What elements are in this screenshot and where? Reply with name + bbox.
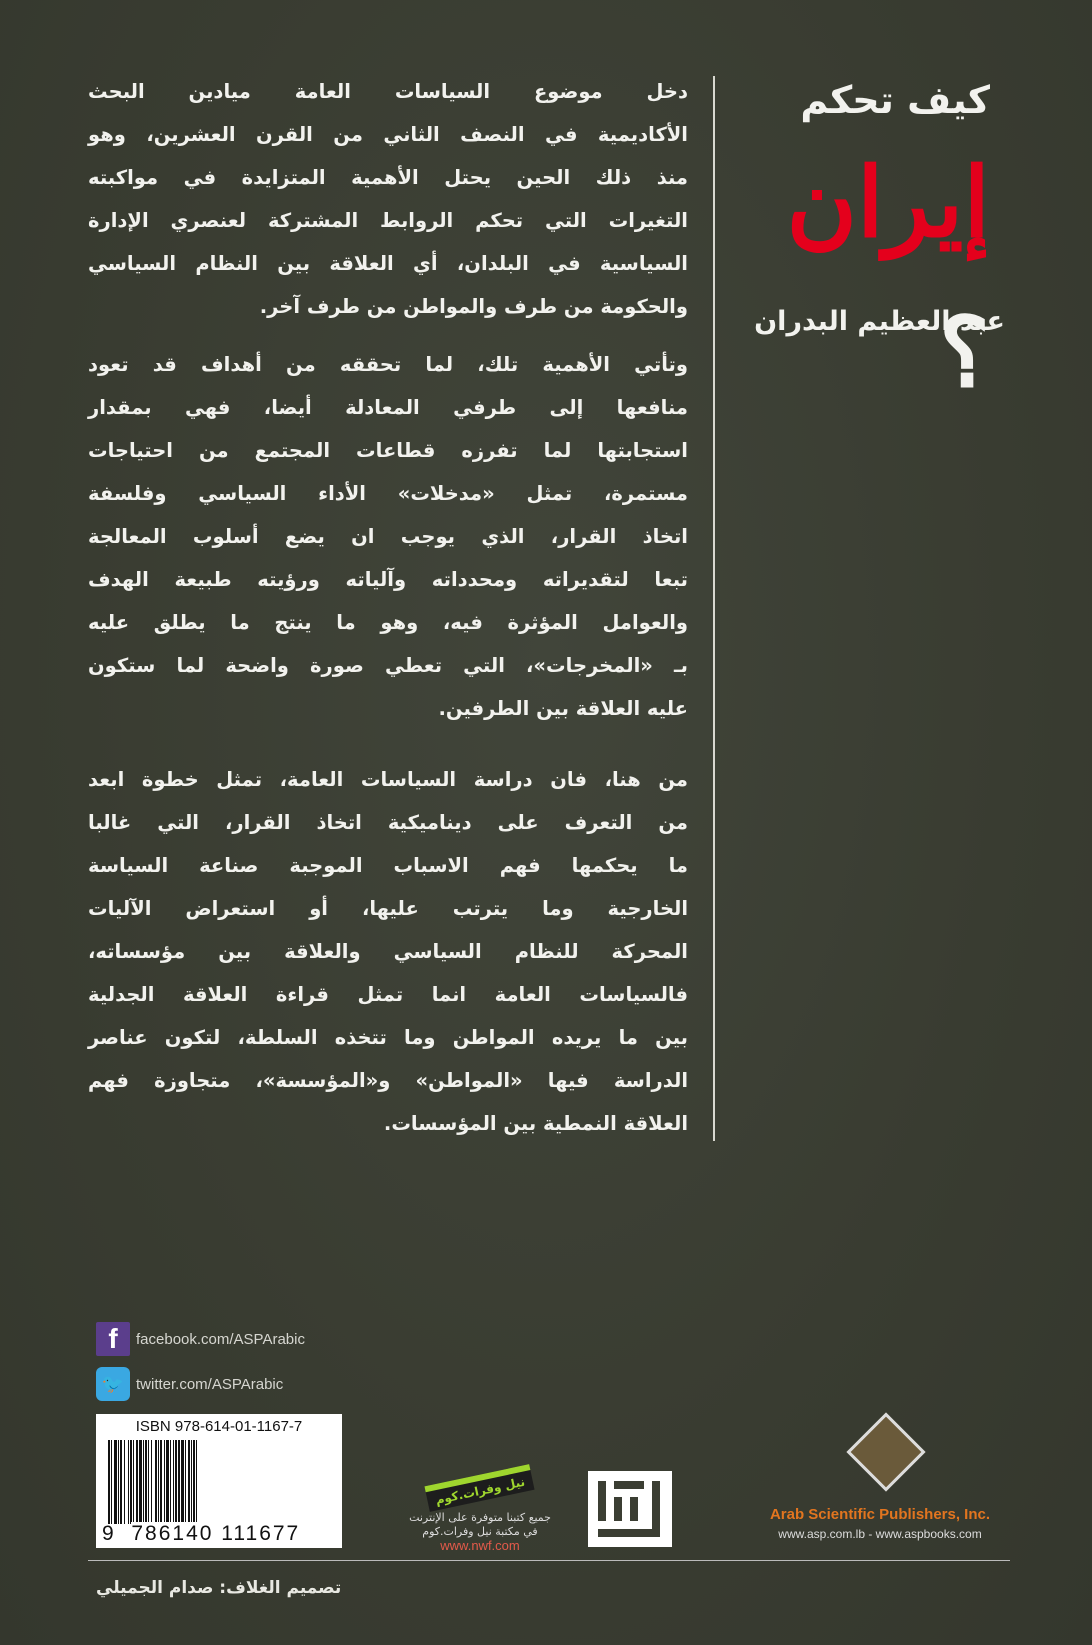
text-line: وتأتي الأهمية تلك، لما تحققه من أهداف قد تعود: [88, 353, 688, 376]
facebook-url[interactable]: facebook.com/ASPArabic: [136, 1330, 305, 1348]
text-line: منافعها إلى طرفي المعادلة أيضا، فهي بمقدار: [88, 396, 688, 419]
text-line: الأكاديمية في النصف الثاني من القرن العشرين، وهو: [88, 123, 688, 146]
ean-prefix: 9: [102, 1522, 116, 1545]
text-line: بـ «المخرجات»، التي تعطي صورة واضحة لما ستكون: [88, 654, 688, 677]
book-title: [740, 128, 990, 428]
facebook-link[interactable]: [96, 1322, 305, 1356]
text-line: والحكومة من طرف والمواطن من طرف آخر.: [259, 295, 688, 318]
kufic-logo: [588, 1471, 672, 1547]
text-line: الخارجية وما يترتب عليها، أو استعراض الآليات: [88, 897, 688, 920]
nwf-line-2: في مكتبة نيل وفرات.كوم: [422, 1525, 538, 1538]
author-name: عبد العظيم البدران: [754, 306, 1005, 337]
bottom-divider: [88, 1560, 1010, 1561]
cover-design-credit: تصميم الغلاف: صدام الجميلي: [96, 1578, 342, 1598]
ean-number: [102, 1522, 300, 1546]
facebook-icon: f: [96, 1322, 130, 1356]
text-line: فالسياسات العامة انما تمثل قراءة العلاقة الجدلية: [88, 983, 688, 1006]
text-line: عليه العلاقة بين الطرفين.: [438, 697, 688, 720]
text-line: والعوامل المؤثرة فيه، وهو ما ينتج ما يطلق عليه: [88, 611, 688, 634]
nwf-url[interactable]: www.nwf.com: [440, 1538, 520, 1553]
barcode-bar: [197, 1440, 200, 1524]
publisher-websites[interactable]: www.asp.com.lb - www.aspbooks.com: [778, 1527, 982, 1541]
text-line: تبعا لتقديراته ومحدداته وآلياته ورؤيته طبيعة الهدف: [88, 568, 688, 591]
text-line: استجابتها لما تفرزه قطاعات المجتمع من احتياجات: [88, 439, 688, 462]
text-line: العلاقة النمطية بين المؤسسات.: [383, 1112, 688, 1135]
text-line: ما يحكمها فهم الاسباب الموجبة صناعة السياسة: [88, 854, 688, 877]
title-question-mark: ؟: [939, 296, 990, 409]
text-line: من التعرف على ديناميكية اتخاذ القرار، التي غالبا: [88, 811, 688, 834]
text-line: من هنا، فان دراسة السياسات العامة، تمثل خطوة ابعد: [88, 768, 688, 791]
twitter-url[interactable]: twitter.com/ASPArabic: [136, 1375, 284, 1393]
text-line: التغيرات التي تحكم الروابط المشتركة لعنصري الإدارة: [88, 209, 688, 232]
barcode-bars: [108, 1440, 330, 1524]
nwf-line-1: جميع كتبنا متوفرة على الإنترنت: [409, 1511, 551, 1524]
text-line: المحركة للنظام السياسي والعلاقة بين مؤسساته،: [88, 940, 688, 963]
text-line: السياسية في البلدان، أي العلاقة بين النظام السياسي: [88, 252, 688, 275]
nwf-promo: [390, 1475, 570, 1553]
text-line: بين ما يريده المواطن وما تتخذه السلطة، لتكون عناصر: [88, 1026, 688, 1049]
publisher-name: Arab Scientific Publishers, Inc.: [769, 1506, 991, 1523]
text-line: دخل موضوع السياسات العامة ميادين البحث: [88, 80, 688, 103]
twitter-icon: 🐦: [96, 1367, 130, 1401]
blurb-paragraph-2: [88, 343, 688, 730]
vertical-divider: [713, 76, 715, 1141]
blurb-paragraph-3: [88, 758, 688, 1145]
title-main: إيران: [786, 146, 990, 259]
text-line: منذ ذلك الحين يحتل الأهمية المتزايدة في مواكبته: [88, 166, 688, 189]
text-line: مستمرة، تمثل «مدخلات» الأداء السياسي وفلسفة: [88, 482, 688, 505]
isbn-barcode: [96, 1414, 342, 1548]
blurb-paragraph-1: [88, 70, 688, 328]
twitter-link[interactable]: [96, 1367, 283, 1401]
nwf-logo: نيل وفرات.كوم: [425, 1464, 535, 1512]
title-line-1: كيف تحكم: [800, 78, 990, 122]
text-line: اتخاذ القرار، الذي يوجب ان يضع أسلوب المعالجة: [88, 525, 688, 548]
isbn-text: ISBN 978-614-01-1167-7: [135, 1418, 303, 1435]
ean-digits: 786140 111677: [131, 1522, 301, 1545]
text-line: الدراسة فيها «المواطن» و«المؤسسة»، متجاوزة فهم: [88, 1069, 688, 1092]
